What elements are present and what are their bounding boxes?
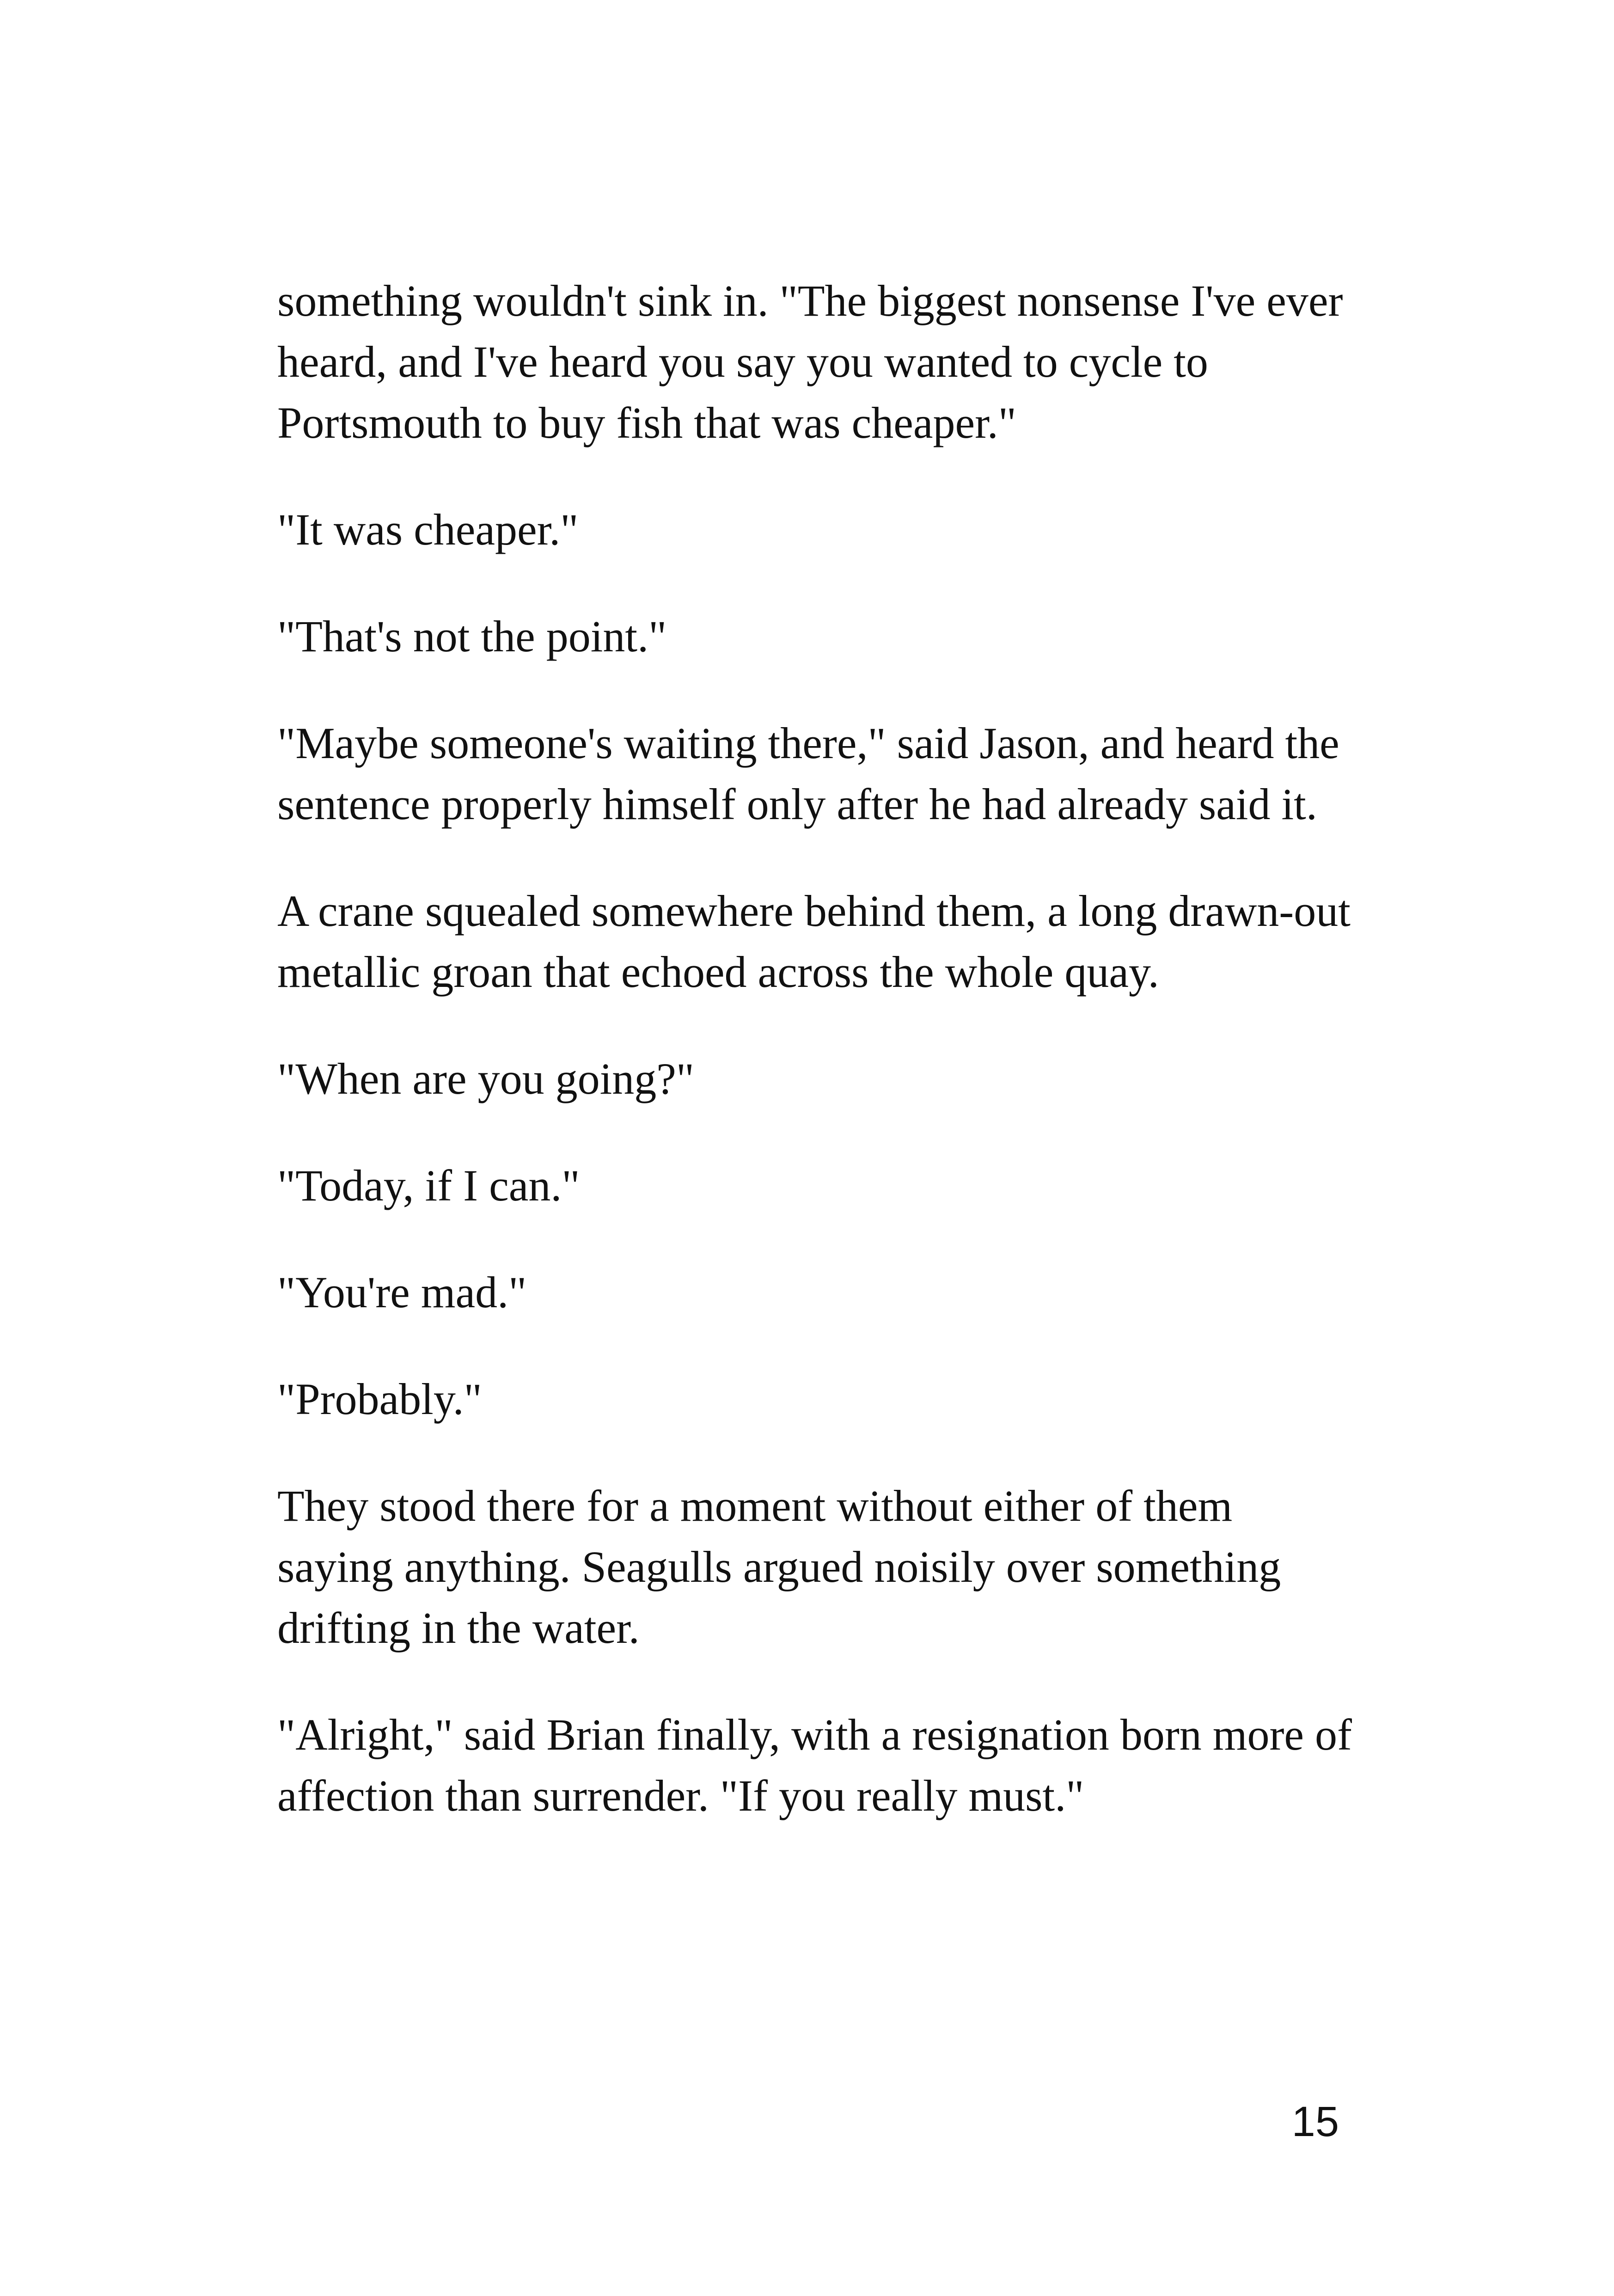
paragraph: "Probably." bbox=[277, 1374, 482, 1424]
body-text bbox=[277, 270, 1354, 1872]
paragraph: something wouldn't sink in. "The biggest nonsense I've ever heard, and I've heard you say you wanted to cycle to Portsmouth to buy fish that was cheaper." bbox=[277, 276, 1343, 447]
paragraph: A crane squealed somewhere behind them, a long drawn-out metallic groan that echoed across the whole quay. bbox=[277, 886, 1351, 997]
page-number: 15 bbox=[1291, 2098, 1339, 2145]
paragraph: They stood there for a moment without either of them saying anything. Seagulls argued noisily over something drifting in the water. bbox=[277, 1481, 1281, 1653]
paragraph: "When are you going?" bbox=[277, 1054, 695, 1103]
paragraph: "That's not the point." bbox=[277, 612, 667, 661]
paragraph: "Alright," said Brian finally, with a resignation born more of affection than surrender. "If you really must." bbox=[277, 1710, 1352, 1820]
paragraph: "Today, if I can." bbox=[277, 1161, 580, 1210]
paragraph: "Maybe someone's waiting there," said Jason, and heard the sentence properly himself only after he had already said it. bbox=[277, 718, 1339, 829]
paragraph: "It was cheaper." bbox=[277, 505, 579, 554]
paragraph: "You're mad." bbox=[277, 1267, 527, 1317]
